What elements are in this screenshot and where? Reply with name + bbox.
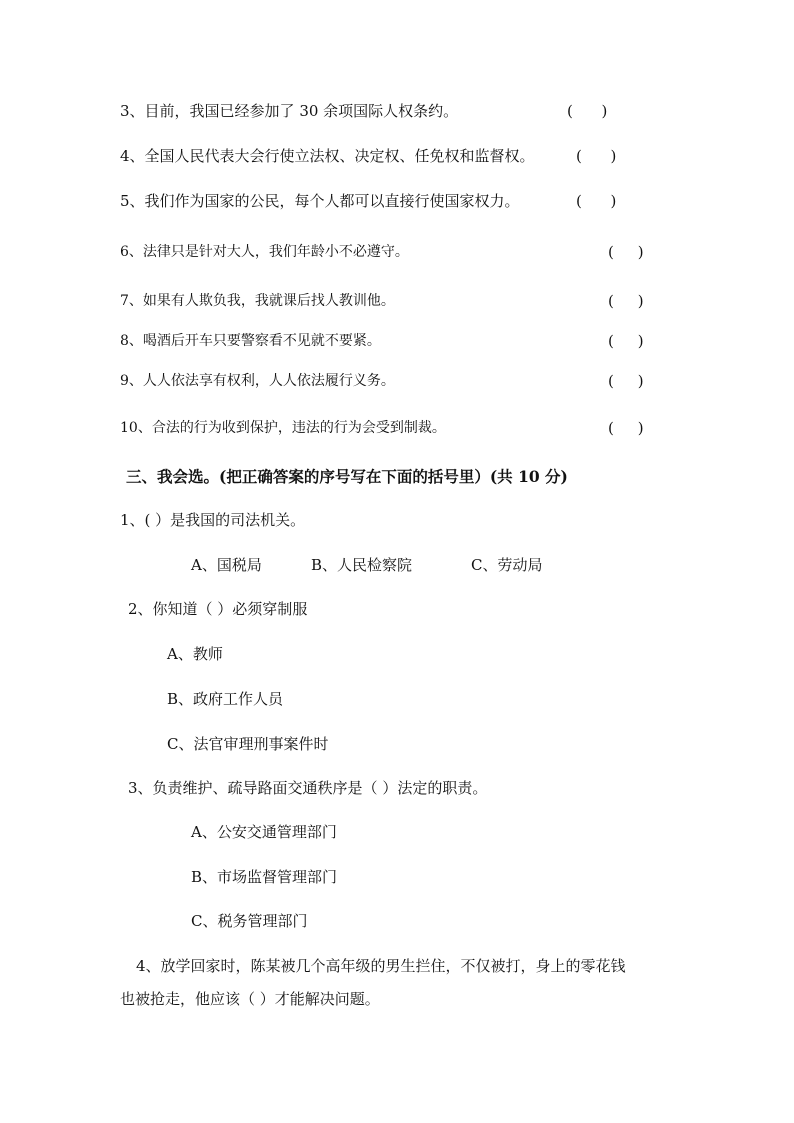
answer-blank[interactable]: ( ): [608, 419, 644, 437]
mc-question-2: 2、你知道（ ）必须穿制服: [128, 600, 308, 618]
section-heading: 三、我会选。(把正确答案的序号写在下面的括号里）(共 10 分): [126, 467, 568, 486]
answer-blank[interactable]: ( ): [567, 102, 608, 120]
answer-blank[interactable]: ( ): [608, 332, 644, 350]
tf-item-9: 9、人人依法享有权利，人人依法履行义务。: [120, 373, 395, 389]
tf-item-5: 5、我们作为国家的公民，每个人都可以直接行使国家权力。: [120, 192, 520, 210]
option-b: B、政府工作人员: [167, 690, 284, 708]
option-b: B、人民检察院: [311, 556, 413, 574]
option-a: A、教师: [167, 645, 223, 663]
option-c: C、税务管理部门: [191, 912, 308, 930]
tf-item-10: 10、合法的行为收到保护，违法的行为会受到制裁。: [120, 420, 446, 436]
tf-item-3: 3、目前，我国已经参加了 30 余项国际人权条约。: [120, 102, 459, 120]
answer-blank[interactable]: ( ): [608, 243, 644, 261]
mc-question-4-line2: 也被抢走，他应该（ ）才能解决问题。: [120, 990, 380, 1008]
option-a: A、公安交通管理部门: [191, 823, 337, 841]
answer-blank[interactable]: ( ): [608, 292, 644, 310]
answer-blank[interactable]: ( ): [576, 147, 617, 165]
option-a: A、国税局: [191, 556, 262, 574]
option-c: C、劳动局: [471, 556, 543, 574]
answer-blank[interactable]: ( ): [576, 192, 617, 210]
answer-blank[interactable]: ( ): [608, 372, 644, 390]
option-b: B、市场监督管理部门: [191, 868, 338, 886]
tf-item-8: 8、喝酒后开车只要警察看不见就不要紧。: [120, 333, 381, 349]
tf-item-7: 7、如果有人欺负我，我就课后找人教训他。: [120, 293, 395, 309]
mc-question-4-line1: 4、放学回家时，陈某被几个高年级的男生拦住，不仅被打，身上的零花钱: [136, 957, 626, 975]
option-c: C、法官审理刑事案件时: [167, 735, 329, 753]
tf-item-4: 4、全国人民代表大会行使立法权、决定权、任免权和监督权。: [120, 147, 535, 165]
mc-question-3: 3、负责维护、疏导路面交通秩序是（ ）法定的职责。: [128, 779, 488, 797]
mc-question-1: 1、( ）是我国的司法机关。: [120, 511, 306, 529]
tf-item-6: 6、法律只是针对大人，我们年龄小不必遵守。: [120, 244, 409, 260]
